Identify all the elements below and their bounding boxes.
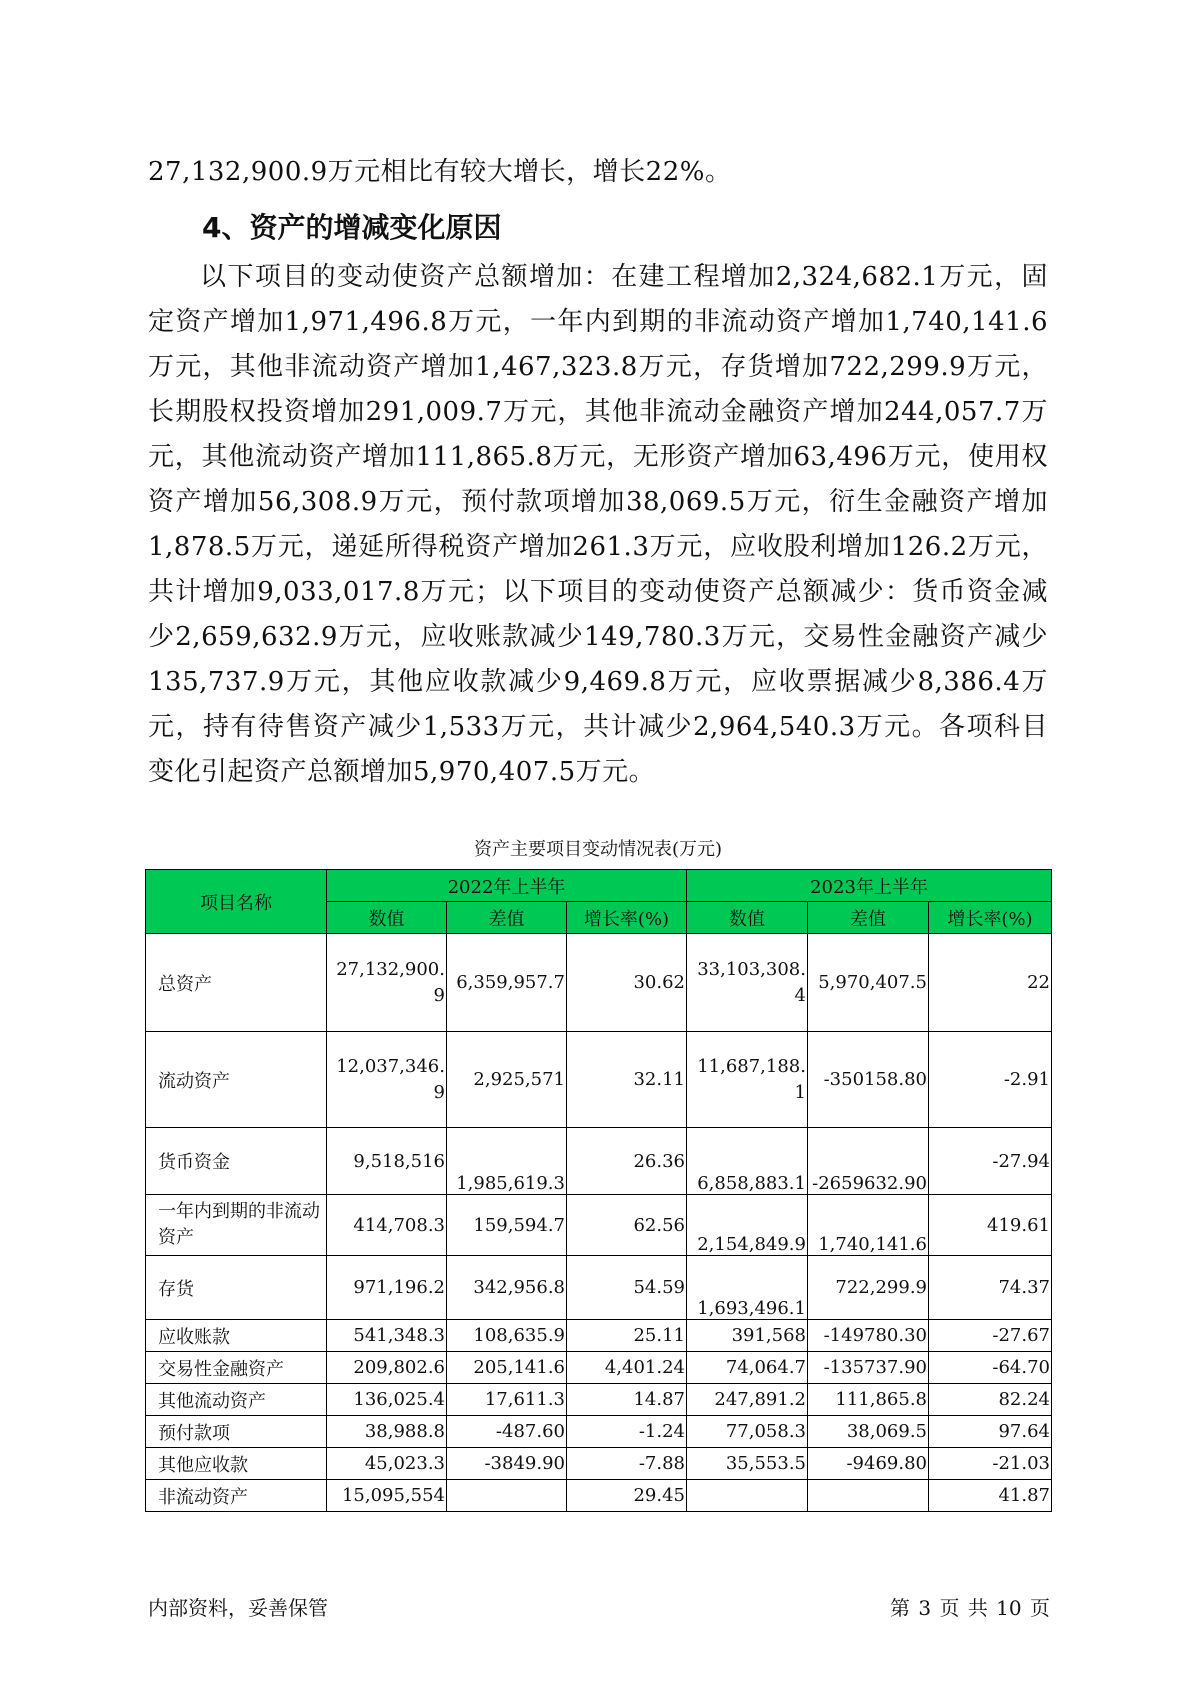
rate-2022: -1.24 [567, 1416, 687, 1448]
value-2023: 74,064.7 [687, 1352, 808, 1384]
diff-2023: 5,970,407.5 [808, 934, 929, 1032]
row-name: 一年内到期的非流动资产 [146, 1195, 327, 1256]
rate-2023: 74.37 [929, 1256, 1052, 1320]
row-name: 交易性金融资产 [146, 1352, 327, 1384]
value-2022: 9,518,516 [327, 1128, 447, 1195]
value-2023: 77,058.3 [687, 1416, 808, 1448]
header-diff-2022: 差值 [447, 902, 567, 934]
rate-2023: 22 [929, 934, 1052, 1032]
value-2022: 541,348.3 [327, 1320, 447, 1352]
value-2023: 1,693,496.1 [687, 1256, 808, 1320]
table-caption: 资产主要项目变动情况表(万元) [473, 839, 723, 860]
row-name: 预付款项 [146, 1416, 327, 1448]
diff-2022: 2,925,571 [447, 1032, 567, 1128]
diff-2022: 159,594.7 [447, 1195, 567, 1256]
rate-2022: -7.88 [567, 1448, 687, 1480]
rate-2023: 82.24 [929, 1384, 1052, 1416]
value-2023: 391,568 [687, 1320, 808, 1352]
rate-2022: 26.36 [567, 1128, 687, 1195]
rate-2023: -27.94 [929, 1128, 1052, 1195]
table-row [146, 1256, 1052, 1320]
rate-2023: -21.03 [929, 1448, 1052, 1480]
diff-2023: -135737.90 [808, 1352, 929, 1384]
row-name: 应收账款 [146, 1320, 327, 1352]
rate-2022: 30.62 [567, 934, 687, 1032]
rate-2022: 25.11 [567, 1320, 687, 1352]
value-2023: 35,553.5 [687, 1448, 808, 1480]
table-row [146, 1448, 1052, 1480]
value-2023: 11,687,188.1 [687, 1032, 808, 1128]
header-rate-2023: 增长率(%) [929, 902, 1052, 934]
diff-2023: -2659632.90 [808, 1128, 929, 1195]
header-value-2022: 数值 [327, 902, 447, 934]
header-diff-2023: 差值 [808, 902, 929, 934]
diff-2022: 17,611.3 [447, 1384, 567, 1416]
value-2023: 2,154,849.9 [687, 1195, 808, 1256]
header-period-2023: 2023年上半年 [687, 870, 1052, 902]
value-2023: 247,891.2 [687, 1384, 808, 1416]
rate-2022: 29.45 [567, 1480, 687, 1512]
value-2022: 136,025.4 [327, 1384, 447, 1416]
header-value-2023: 数值 [687, 902, 808, 934]
section-heading: 4、资产的增减变化原因 [202, 211, 502, 244]
rate-2022: 4,401.24 [567, 1352, 687, 1384]
diff-2023: 111,865.8 [808, 1384, 929, 1416]
value-2022: 38,988.8 [327, 1416, 447, 1448]
diff-2023: -149780.30 [808, 1320, 929, 1352]
diff-2022: -487.60 [447, 1416, 567, 1448]
footer-confidential-note: 内部资料，妥善保管 [148, 1596, 328, 1620]
diff-2022: -3849.90 [447, 1448, 567, 1480]
rate-2022: 32.11 [567, 1032, 687, 1128]
diff-2022: 1,985,619.3 [447, 1128, 567, 1195]
rate-2023: -27.67 [929, 1320, 1052, 1352]
table-row [146, 934, 1052, 1032]
diff-2022: 342,956.8 [447, 1256, 567, 1320]
row-name: 流动资产 [146, 1032, 327, 1128]
table-row [146, 1384, 1052, 1416]
row-name: 其他应收款 [146, 1448, 327, 1480]
asset-change-table [145, 869, 1052, 1512]
value-2023 [687, 1480, 808, 1512]
header-rate-2022: 增长率(%) [567, 902, 687, 934]
value-2022: 27,132,900.9 [327, 934, 447, 1032]
rate-2022: 62.56 [567, 1195, 687, 1256]
value-2022: 414,708.3 [327, 1195, 447, 1256]
table-row [146, 1032, 1052, 1128]
diff-2022: 108,635.9 [447, 1320, 567, 1352]
diff-2022: 205,141.6 [447, 1352, 567, 1384]
row-name: 货币资金 [146, 1128, 327, 1195]
rate-2023: -64.70 [929, 1352, 1052, 1384]
diff-2023: 722,299.9 [808, 1256, 929, 1320]
value-2023: 6,858,883.1 [687, 1128, 808, 1195]
row-name: 非流动资产 [146, 1480, 327, 1512]
table-row [146, 1416, 1052, 1448]
footer-page-number: 第 3 页 共 10 页 [890, 1596, 1050, 1620]
value-2022: 12,037,346.9 [327, 1032, 447, 1128]
rate-2023: 41.87 [929, 1480, 1052, 1512]
row-name: 存货 [146, 1256, 327, 1320]
value-2022: 15,095,554 [327, 1480, 447, 1512]
diff-2022: 6,359,957.7 [447, 934, 567, 1032]
value-2022: 971,196.2 [327, 1256, 447, 1320]
diff-2023: 1,740,141.6 [808, 1195, 929, 1256]
diff-2023: 38,069.5 [808, 1416, 929, 1448]
value-2023: 33,103,308.4 [687, 934, 808, 1032]
table-row [146, 1128, 1052, 1195]
row-name: 总资产 [146, 934, 327, 1032]
table-row [146, 1195, 1052, 1256]
table-row [146, 1320, 1052, 1352]
table-row [146, 1352, 1052, 1384]
value-2022: 45,023.3 [327, 1448, 447, 1480]
rate-2022: 14.87 [567, 1384, 687, 1416]
diff-2022 [447, 1480, 567, 1512]
rate-2023: 419.61 [929, 1195, 1052, 1256]
diff-2023 [808, 1480, 929, 1512]
header-item-name: 项目名称 [146, 870, 327, 934]
body-paragraph: 以下项目的变动使资产总额增加：在建工程增加2,324,682.1万元，固定资产增加1,971,496.8万元，一年内到期的非流动资产增加1,740,141.6万元，其他非流动资产增加1,467,323.8万元，存货增加722,299.9万元，长期股权投资增加291,009.7万元，其他非流动金融资产增加244,057.7万元，其他流动资产增加111,865.8万元，无形资产增加63,496万元，使用权资产增加56,308.9万元，预付款项增加38,069.5万元，衍生金融资产增加1,878.5万元，递延所得税资产增加261.3万元，应收股利增加126.2万元，共计增加9,033,017.8万元；以下项目的变动使资产总额减少：货币资金减少2,659,632.9万元，应收账款减少149,780.3万元，交易性金融资产减少135,737.9万元，其他应收款减少9,469.8万元，应收票据减少8,386.4万元，持有待售资产减少1,533万元，共计减少2,964,540.3万元。各项科目变化引起资产总额增加5,970,407.5万元。 [148, 262, 1048, 787]
rate-2023: -2.91 [929, 1032, 1052, 1128]
continuation-paragraph: 27,132,900.9万元相比有较大增长，增长22%。 [148, 157, 732, 187]
value-2022: 209,802.6 [327, 1352, 447, 1384]
row-name: 其他流动资产 [146, 1384, 327, 1416]
rate-2023: 97.64 [929, 1416, 1052, 1448]
header-period-2022: 2022年上半年 [327, 870, 687, 902]
diff-2023: -350158.80 [808, 1032, 929, 1128]
table-row [146, 1480, 1052, 1512]
diff-2023: -9469.80 [808, 1448, 929, 1480]
rate-2022: 54.59 [567, 1256, 687, 1320]
